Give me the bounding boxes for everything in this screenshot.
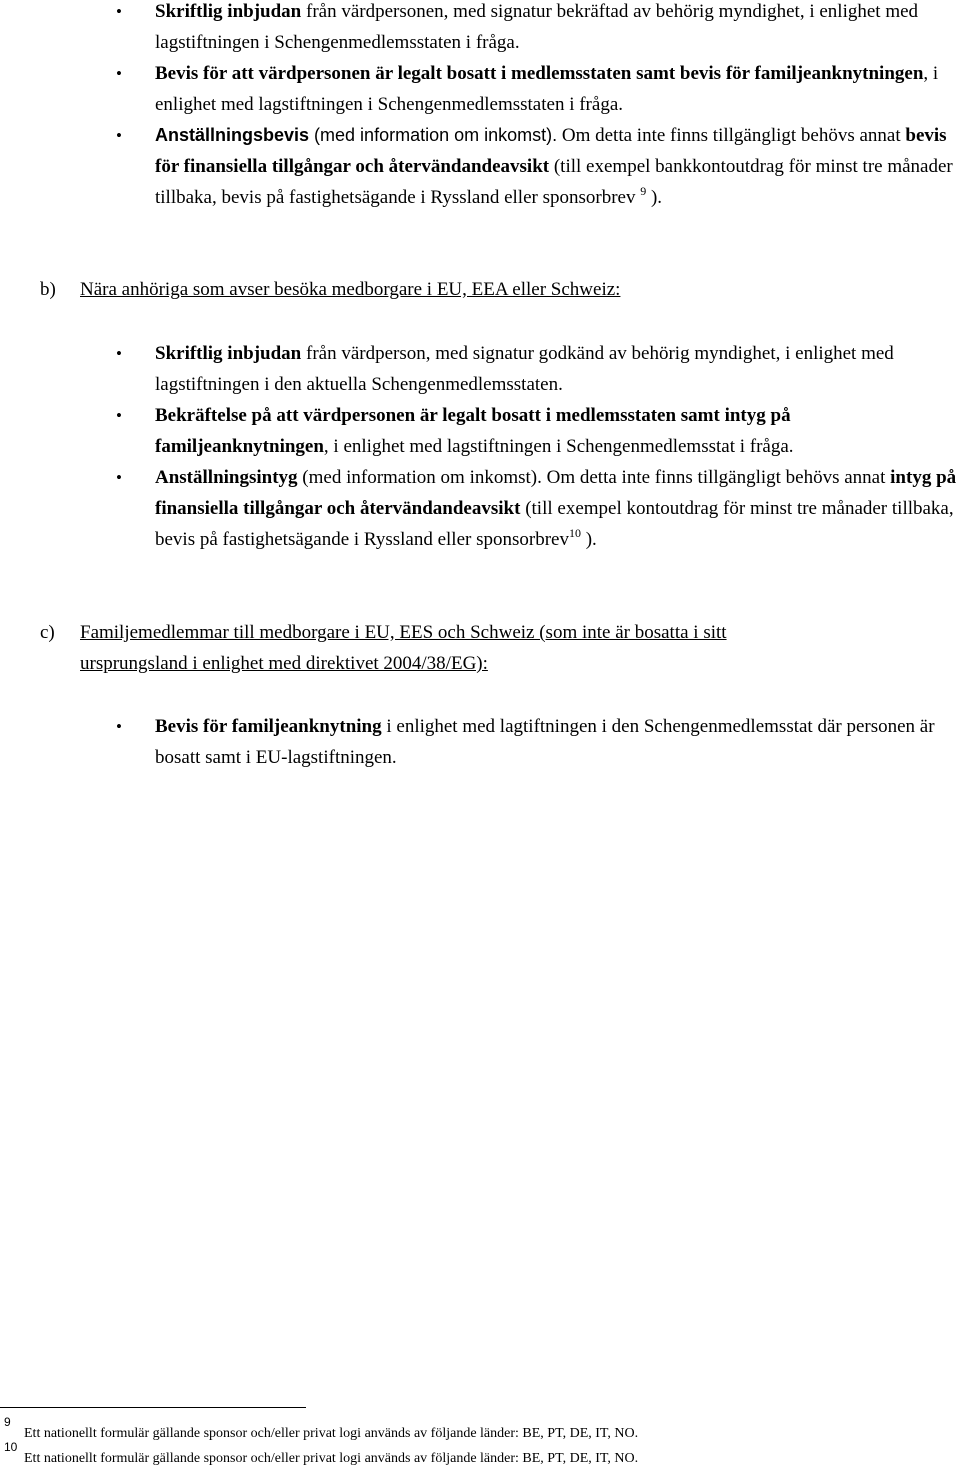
item-text: (med information om inkomst). — [309, 125, 558, 145]
item-bold-label: Bekräftelse på att värdpersonen är legalt bosatt i medlemsstaten samt intyg på familjeanknytningen — [155, 405, 791, 457]
footnote-divider — [0, 1407, 306, 1408]
item-text: (med information om inkomst). Om detta inte finns tillgängligt behövs annat — [297, 467, 891, 488]
item-bold-label: Anställningsbevis — [155, 125, 310, 145]
footnote-number: 10 — [4, 1440, 18, 1454]
section-title-line-1: Familjemedlemmar till medborgare i EU, EES och Schweiz (som inte är bosatta i sitt — [80, 622, 727, 643]
list-item — [0, 462, 960, 555]
item-text: från värdperson, med signatur godkänd av behörig myndighet, i enlighet med lagstiftningen i den aktuella Schengenmedlemsstaten. — [155, 343, 894, 395]
item-text: , i enlighet med lagstiftningen i Schengenmedlemsstaten i fråga. — [155, 63, 939, 115]
item-text: , i enlighet med lagstiftningen i Schengenmedlemsstat i fråga. — [323, 436, 794, 457]
section-title: Nära anhöriga som avser besöka medborgare i EU, EEA eller Schweiz: — [80, 279, 621, 300]
item-bold-label: Skriftlig inbjudan — [155, 343, 302, 364]
list-item — [0, 711, 960, 773]
item-text: i enlighet med lagtiftningen i den Schengenmedlemsstat där personen är bosatt samt i EU-lagstiftningen. — [155, 716, 935, 768]
item-text: ). — [580, 529, 597, 550]
footnote-ref[interactable]: 9 — [640, 184, 647, 198]
list-item — [0, 400, 960, 462]
requirements-list-c — [0, 711, 960, 773]
item-bold-label: Skriftlig inbjudan — [155, 1, 302, 22]
footnote-text: Ett nationellt formulär gällande sponsor och/eller privat logi används av följande länder: BE, PT, DE, IT, NO. — [24, 1426, 639, 1441]
item-bold-text: bevis för finansiella tillgångar och återvändandeavsikt — [155, 125, 947, 177]
item-text: (till exempel kontoutdrag för minst tre månader tillbaka, bevis på fastighetsägande i Ryssland eller sponsorbrev — [155, 498, 954, 550]
item-bold-label: Bevis för familjeanknytning — [155, 716, 382, 737]
section-letter: c) — [40, 622, 55, 643]
item-bold-label: Bevis för att värdpersonen är legalt bosatt i medlemsstaten samt bevis för familjeanknytningen — [155, 63, 924, 84]
section-letter: b) — [40, 279, 56, 300]
bullet-icon: • — [116, 126, 122, 145]
item-bold-label: Anställningsintyg — [155, 467, 298, 488]
footnote-text: Ett nationellt formulär gällande sponsor och/eller privat logi används av följande länder: BE, PT, DE, IT, NO. — [24, 1451, 639, 1466]
requirements-list-a — [0, 0, 960, 213]
bullet-icon: • — [116, 406, 122, 425]
bullet-icon: • — [116, 64, 122, 83]
section-title-line-2: ursprungsland i enlighet med direktivet 2004/38/EG): — [80, 653, 488, 674]
bullet-icon: • — [116, 2, 122, 21]
item-text: ). — [646, 187, 663, 208]
requirements-list-b — [0, 338, 960, 555]
list-item — [0, 58, 960, 120]
bullet-icon: • — [116, 717, 122, 736]
item-text: (till exempel bankkontoutdrag för minst tre månader tillbaka, bevis på fastighetsägande i Ryssland eller sponsorbrev — [155, 156, 953, 208]
bullet-icon: • — [116, 344, 122, 363]
list-item — [0, 338, 960, 400]
item-text: från värdpersonen, med signatur bekräftad av behörig myndighet, i enlighet med lagstiftningen i Schengenmedlemsstaten i fråga. — [155, 1, 919, 53]
item-text: Om detta inte finns tillgängligt behövs annat — [557, 125, 906, 146]
footnote-number: 9 — [4, 1415, 11, 1429]
list-item — [0, 0, 960, 58]
list-item — [0, 120, 960, 213]
item-bold-text: intyg på finansiella tillgångar och återvändandeavsikt — [155, 467, 957, 519]
bullet-icon: • — [116, 468, 122, 487]
footnote-ref[interactable]: 10 — [568, 526, 581, 540]
